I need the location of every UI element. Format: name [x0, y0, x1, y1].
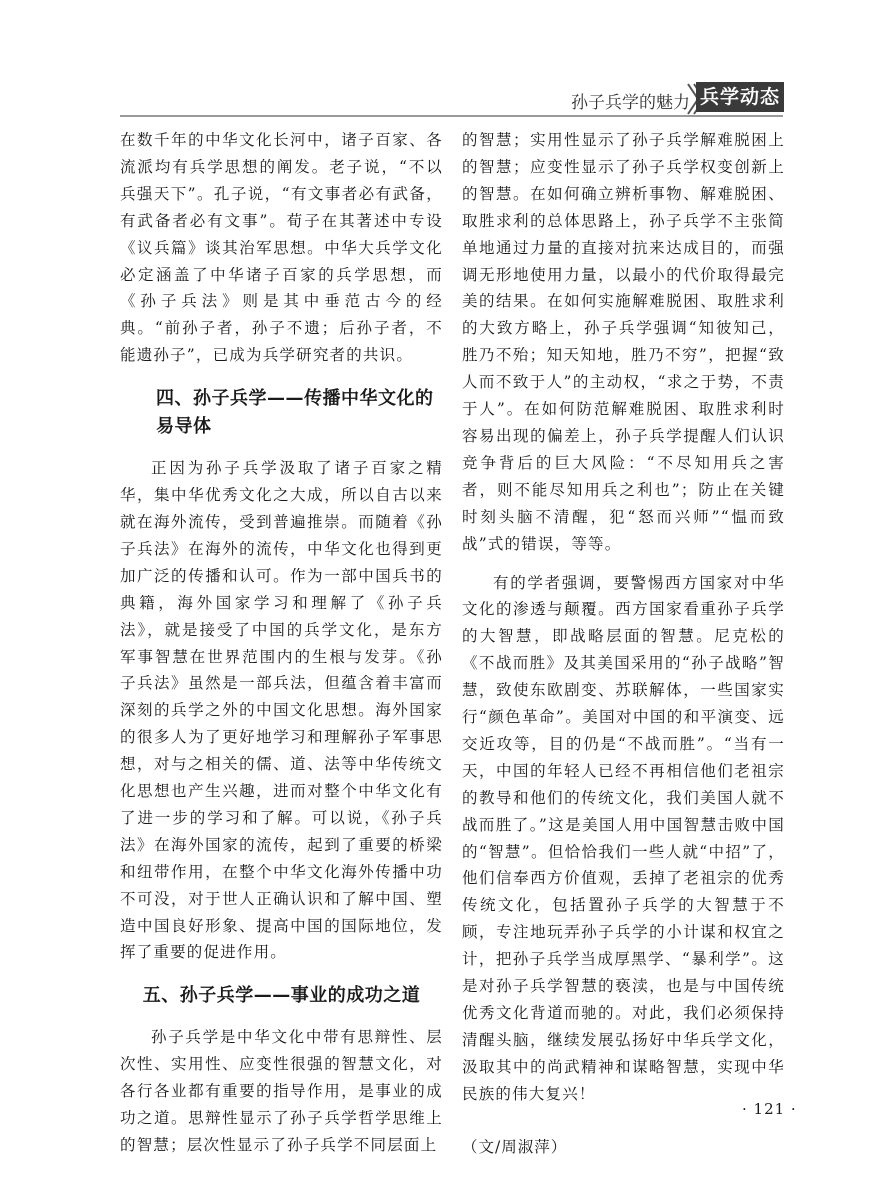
section-heading-4: 四、孙子兵学——传播中华文化的易导体 — [156, 388, 434, 438]
body-paragraph: 有的学者强调，要警惕西方国家对中华文化的渗透与颠覆。西方国家看重孙子兵学的大智慧，即战略层面的智慧。尼克松的《不战而胜》及其美国采用的“孙子战略”智慧，致使东欧剧变、苏联解体，一些国家实行“颜色革命”。美国对中国的和平演变、远交近攻等，目的仍是“不战而胜”。“当有一天，中国的年轻人已经不再相信他们老祖宗的教导和他们的传统文化，我们美国人就不战而胜了。”这是美国人用中国智慧击败中国的“智慧”。但恰恰我们一些人就“中招”了，他们信奉西方价值观，丢掉了老祖宗的优秀传统文化，包括置孙子兵学的大智慧于不顾，专注地玩弄孙子兵学的小计谋和权宜之计，把孙子兵学当成厚黑学、“暴利学”。这是对孙子兵学智慧的亵渎，也是与中国传统优秀文化背道而驰的。对此，我们必须保持清醒头脑，继续发展弘扬好中华兵学文化，汲取其中的尚武精神和谋略智慧，实现中华民族的伟大复兴！ — [462, 573, 785, 1103]
right-column — [462, 127, 785, 1161]
left-column — [120, 127, 443, 1159]
body-paragraph: 在数千年的中华文化长河中，诸子百家、各流派均有兵学思想的阐发。老子说，“不以兵强天下”。孔子说，“有文事者必有武备，有武备者必有文事”。荀子在其著述中专设《议兵篇》谈其治军思想。中华大兵学文化必定涵盖了中华诸子百家的兵学思想，而《孙子兵法》则是其中垂范古今的经典。“前孙子者，孙子不遗；后孙子者，不能遗孙子”，已成为兵学研究者的共识。 — [120, 131, 443, 365]
body-paragraph: 正因为孙子兵学汲取了诸子百家之精华，集中华优秀文化之大成，所以自古以来就在海外流传，受到普遍推崇。而随着《孙子兵法》在海外的流传，中华文化也得到更加广泛的传播和认可。作为一部中国兵书的典籍，海外国家学习和理解了《孙子兵法》，就是接受了中国的兵学文化，是东方军事智慧在世界范围内的生根与发芽。《孙子兵法》虽然是一部兵法，但蕴含着丰富而深刻的兵学之外的中国文化思想。海外国家的很多人为了更好地学习和理解孙子军事思想，对与之相关的儒、道、法等中华传统文化思想也产生兴趣，进而对整个中华文化有了进一步的学习和了解。可以说，《孙子兵法》在海外国家的流传，起到了重要的桥梁和纽带作用，在整个中华文化海外传播中功不可没，对于世人正确认识和了解中国、塑造中国良好形象、提高中国的国际地位，发挥了重要的促进作用。 — [120, 459, 443, 962]
section-heading-5: 五、孙子兵学——事业的成功之道 — [142, 985, 421, 1007]
column-tag: 兵学动态 — [696, 82, 784, 112]
header-rule — [120, 115, 783, 117]
page-header — [0, 82, 890, 116]
author-credit: （文/周淑萍） — [462, 1137, 568, 1156]
body-paragraph: 孙子兵学是中华文化中带有思辩性、层次性、实用性、应变性很强的智慧文化，对各行各业都有重要的指导作用，是事业的成功之道。思辩性显示了孙子兵学哲学思维上的智慧；层次性显示了孙子兵学不同层面上 — [120, 1028, 443, 1154]
running-section-title: 孙子兵学的魅力 — [571, 93, 690, 113]
page-number: · 121 · — [742, 1100, 797, 1118]
body-paragraph: 的智慧；实用性显示了孙子兵学解难脱困上的智慧；应变性显示了孙子兵学权变创新上的智慧。在如何确立辨析事物、解难脱困、取胜求利的总体思路上，孙子兵学不主张简单地通过力量的直接对抗来达成目的，而强调无形地使用力量，以最小的代价取得最完美的结果。在如何实施解难脱困、取胜求利的大致方略上，孙子兵学强调“知彼知己，胜乃不殆；知天知地，胜乃不穷”，把握“致人而不致于人”的主动权，“求之于势，不责于人”。在如何防范解难脱困、取胜求利时容易出现的偏差上，孙子兵学提醒人们认识竞争背后的巨大风险：“不尽知用兵之害者，则不能尽知用兵之利也”；防止在关键时刻头脑不清醒，犯“怒而兴师”“愠而致战”式的错误，等等。 — [462, 131, 785, 553]
